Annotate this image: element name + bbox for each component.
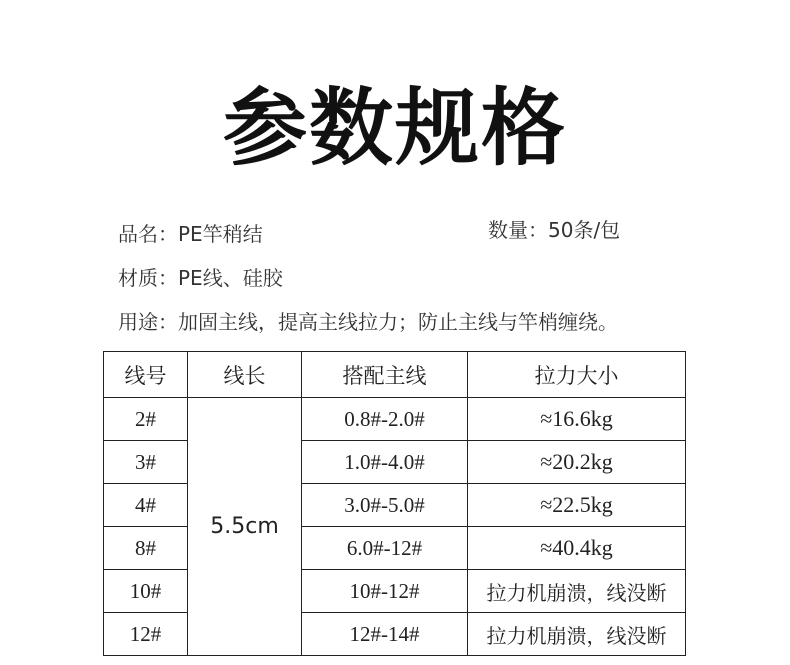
cell-tension: ≈16.6kg [468, 398, 686, 441]
cell-size: 3# [104, 441, 188, 484]
product-quantity: 数量：50条/包 [488, 218, 621, 242]
cell-main-line: 10#-12# [302, 570, 468, 613]
cell-main-line: 6.0#-12# [302, 527, 468, 570]
cell-size: 2# [104, 398, 188, 441]
cell-tension: 拉力机崩溃，线没断 [468, 570, 686, 613]
cell-tension: ≈40.4kg [468, 527, 686, 570]
header-size: 线号 [104, 352, 188, 398]
cell-size: 4# [104, 484, 188, 527]
cell-size: 10# [104, 570, 188, 613]
cell-tension: ≈20.2kg [468, 441, 686, 484]
product-usage: 用途：加固主线，提高主线拉力；防止主线与竿梢缠绕。 [118, 310, 618, 334]
header-length: 线长 [188, 352, 302, 398]
cell-main-line: 1.0#-4.0# [302, 441, 468, 484]
table-row [104, 398, 686, 441]
cell-main-line: 12#-14# [302, 613, 468, 656]
header-main-line: 搭配主线 [302, 352, 468, 398]
header-tension: 拉力大小 [468, 352, 686, 398]
cell-main-line: 3.0#-5.0# [302, 484, 468, 527]
spec-table [103, 351, 686, 656]
cell-size: 8# [104, 527, 188, 570]
cell-size: 12# [104, 613, 188, 656]
product-material: 材质：PE线、硅胶 [118, 266, 283, 290]
table-header-row [104, 352, 686, 398]
cell-length: 5.5cm [188, 398, 302, 656]
cell-tension: 拉力机崩溃，线没断 [468, 613, 686, 656]
cell-main-line: 0.8#-2.0# [302, 398, 468, 441]
cell-tension: ≈22.5kg [468, 484, 686, 527]
page-title: 参数规格 [222, 79, 567, 177]
product-name: 品名：PE竿稍结 [118, 222, 263, 246]
